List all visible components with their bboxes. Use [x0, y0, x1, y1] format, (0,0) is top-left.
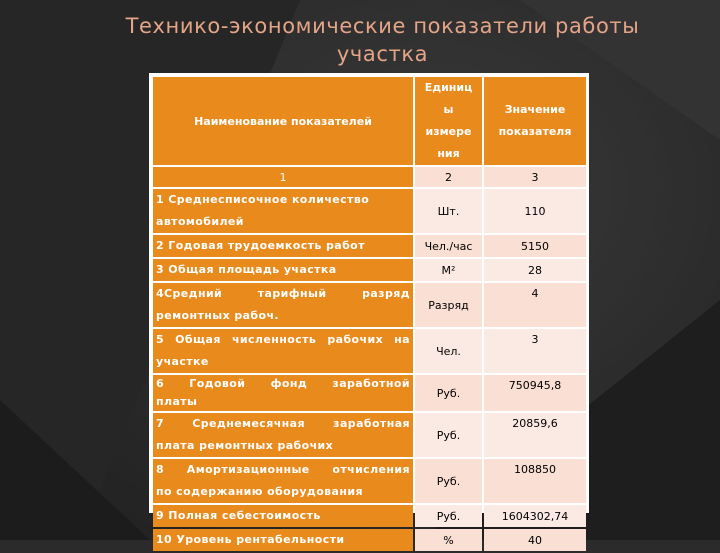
header-indicator-name: Наименование показателей: [153, 77, 413, 165]
numbering-cell: 3: [484, 167, 586, 187]
row-value: 4: [484, 283, 586, 327]
row-name: 6 Годовой фонд заработной платы: [153, 375, 413, 411]
row-unit: Чел.: [415, 329, 482, 373]
slide-title-line1: Технико-экономические показатели работы: [125, 14, 640, 38]
numbering-cell: 2: [415, 167, 482, 187]
table-row: [153, 329, 586, 373]
row-name: 10 Уровень рентабельности: [153, 529, 413, 551]
row-unit: Руб.: [415, 505, 482, 527]
row-unit: Руб.: [415, 459, 482, 503]
table-header-row: [153, 77, 586, 165]
row-value: 108850: [484, 459, 586, 503]
row-unit: М²: [415, 259, 482, 281]
table-numbering-row: [153, 167, 586, 187]
row-value: 5150: [484, 235, 586, 257]
row-name: 3 Общая площадь участка: [153, 259, 413, 281]
row-value: 1604302,74: [484, 505, 586, 527]
row-unit: Шт.: [415, 189, 482, 233]
table-row: [153, 529, 586, 551]
indicators-table-frame: [149, 73, 589, 547]
row-unit: Руб.: [415, 375, 482, 411]
row-name: 1 Среднесписочное количество автомобилей: [153, 189, 413, 233]
row-value: 20859,6: [484, 413, 586, 457]
row-name: 8 Амортизационные отчисления по содержанию оборудования: [153, 459, 413, 503]
indicators-table: [151, 75, 588, 553]
slide-title-line2: участка: [336, 42, 429, 66]
table-row: [153, 259, 586, 281]
row-name: 2 Годовая трудоемкость работ: [153, 235, 413, 257]
table-row: [153, 235, 586, 257]
row-name: 7 Среднемесячная заработная плата ремонтных рабочих: [153, 413, 413, 457]
header-value: Значение показателя: [484, 77, 586, 165]
row-name: 5 Общая численность рабочих на участке: [153, 329, 413, 373]
row-unit: Разряд: [415, 283, 482, 327]
row-value: 3: [484, 329, 586, 373]
table-row: [153, 283, 586, 327]
table-row: [153, 189, 586, 233]
row-value: 750945,8: [484, 375, 586, 411]
slide-title: [0, 12, 720, 68]
row-value: 28: [484, 259, 586, 281]
numbering-cell: 1: [153, 167, 413, 187]
row-value: 40: [484, 529, 586, 551]
row-name: 9 Полная себестоимость: [153, 505, 413, 527]
row-unit: Чел./час: [415, 235, 482, 257]
row-name: 4Средний тарифный разряд ремонтных рабоч.: [153, 283, 413, 327]
table-row: [153, 505, 586, 527]
row-unit: %: [415, 529, 482, 551]
header-unit: Единиц ы измере ния: [415, 77, 482, 165]
row-value: 110: [484, 189, 586, 233]
table-row: [153, 413, 586, 457]
table-row: [153, 375, 586, 411]
table-row: [153, 459, 586, 503]
row-unit: Руб.: [415, 413, 482, 457]
